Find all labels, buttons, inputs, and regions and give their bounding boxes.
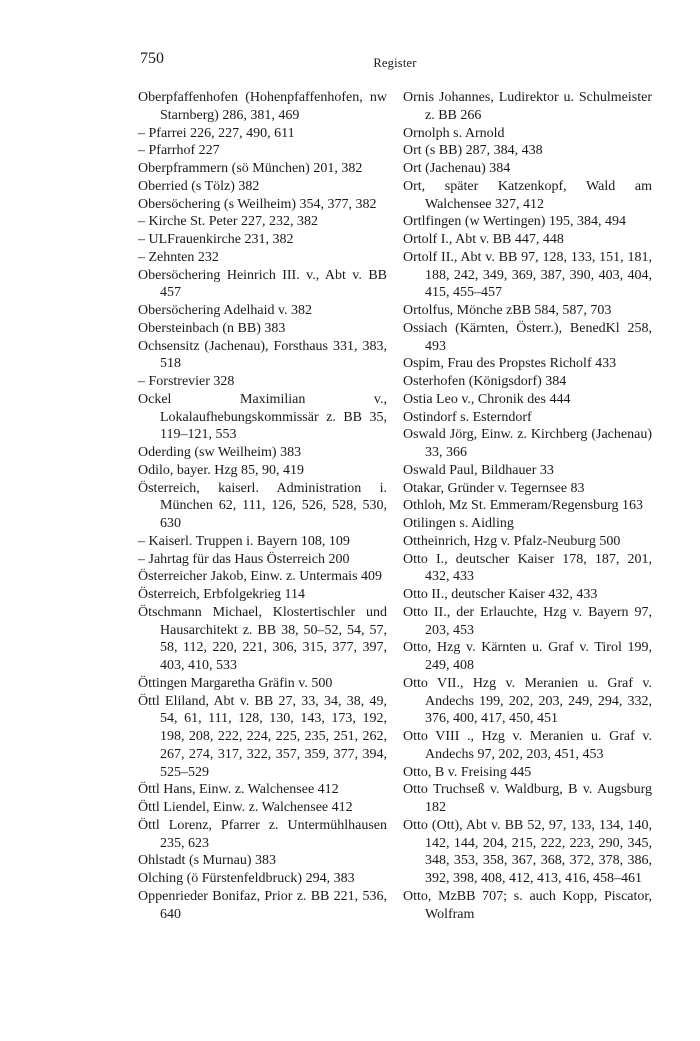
index-entry: Ort, später Katzenkopf, Wald am Walchensee 327, 412 [403, 178, 652, 212]
index-entry: Oswald Jörg, Einw. z. Kirchberg (Jachenau) 33, 366 [403, 427, 652, 460]
index-entry: Otto VIII ., Hzg v. Meranien u. Graf v. Andechs 97, 202, 203, 451, 453 [403, 729, 652, 762]
index-column-right [403, 89, 652, 923]
index-entry: Otto, Hzg v. Kärnten u. Graf v. Tirol 199, 249, 408 [403, 640, 652, 673]
index-entry: Otakar, Gründer v. Tegernsee 83 [403, 480, 585, 496]
index-entry: Oberried (s Tölz) 382 [138, 178, 260, 194]
index-entry: Öttl Hans, Einw. z. Walchensee 412 [138, 782, 339, 798]
index-entry: Ostindorf s. Esterndorf [403, 409, 532, 425]
index-entry: Ohlstadt (s Murnau) 383 [138, 853, 277, 869]
index-entry: Otto (Ott), Abt v. BB 52, 97, 133, 134, 140, 142, 144, 204, 215, 222, 223, 290, 345, 348, 353, 358, 367, 368, 372, 378, 386, 392, 398, 408, 412, 413, 416, 458–461 [403, 817, 652, 886]
index-column-left [138, 89, 387, 923]
index-entry: Otto II., der Erlauchte, Hzg v. Bayern 97, 203, 453 [403, 604, 652, 638]
index-entry: Oderding (sw Weilheim) 383 [138, 445, 302, 460]
index-entry: Obersöchering Heinrich III. v., Abt v. BB 457 [138, 267, 387, 301]
index-entry: Ort (s BB) 287, 384, 438 [403, 143, 543, 159]
index-entry: Ornolph s. Arnold [403, 125, 505, 141]
index-entry: Otto I., deutscher Kaiser 178, 187, 201, 432, 433 [403, 551, 652, 585]
index-entry: Otilingen s. Aidling [403, 516, 514, 531]
index-entry: Ort (Jachenau) 384 [403, 161, 511, 176]
index-entry: Otto II., deutscher Kaiser 432, 433 [403, 587, 598, 602]
index-entry: Obersöchering (s Weilheim) 354, 377, 382 [138, 196, 377, 212]
index-entry: Öttl Liendel, Einw. z. Walchensee 412 [138, 800, 353, 815]
index-entry: Oberpframmern (sö München) 201, 382 [138, 161, 363, 176]
index-entry: Ornis Johannes, Ludirektor u. Schulmeister z. BB 266 [403, 90, 652, 123]
index-entry: Öttl Lorenz, Pfarrer z. Untermühlhausen 235, 623 [138, 817, 387, 851]
index-entry: – Pfarrei 226, 227, 490, 611 [138, 125, 295, 141]
index-entry: – Pfarrhof 227 [138, 143, 220, 159]
index-entry: Odilo, bayer. Hzg 85, 90, 419 [138, 462, 305, 478]
index-entry: Otto, B v. Freising 445 [403, 764, 532, 780]
index-entry: Ospim, Frau des Propstes Richolf 433 [403, 356, 617, 372]
index-entry: Otto Truchseß v. Waldburg, B v. Augsburg 182 [403, 782, 652, 815]
index-entry: Österreich, Erbfolgekrieg 114 [138, 587, 306, 602]
index-entry: Othloh, Mz St. Emmeram/Regensburg 163 [403, 498, 644, 514]
index-entry: Ötschmann Michael, Klostertischler und Hausarchitekt z. BB 38, 50–52, 54, 57, 58, 112, 220, 221, 306, 315, 377, 397, 403, 410, 533 [138, 604, 387, 673]
index-entry: Otto, MzBB 707; s. auch Kopp, Piscator, Wolfram [403, 888, 652, 922]
index-entry: Ortolf II., Abt v. BB 97, 128, 133, 151, 181, 188, 242, 349, 369, 387, 390, 403, 404, 415, 455–457 [403, 249, 652, 301]
index-entry: Osterhofen (Königsdorf) 384 [403, 374, 567, 389]
index-entry: – Forstrevier 328 [138, 374, 235, 389]
index-entry: Österreicher Jakob, Einw. z. Untermais 409 [138, 569, 383, 585]
index-entry: – Jahrtag für das Haus Österreich 200 [138, 551, 350, 567]
index-entry: Öttl Eliland, Abt v. BB 27, 33, 34, 38, 49, 54, 61, 111, 128, 130, 143, 173, 192, 198, 208, 222, 224, 225, 235, 251, 262, 267, 274, 317, 322, 357, 359, 377, 394, 525–529 [138, 693, 387, 780]
index-entry: Ochsensitz (Jachenau), Forsthaus 331, 383, 518 [138, 338, 387, 372]
index-entry: Ortolfus, Mönche zBB 584, 587, 703 [403, 303, 612, 318]
index-entry: – Zehnten 232 [138, 249, 219, 265]
index-entry: Ortlfingen (w Wertingen) 195, 384, 494 [403, 214, 626, 230]
index-entry: – Kaiserl. Truppen i. Bayern 108, 109 [138, 533, 350, 549]
index-entry: – Kirche St. Peter 227, 232, 382 [138, 214, 319, 230]
index-entry: Olching (ö Fürstenfeldbruck) 294, 383 [138, 871, 355, 886]
index-entry: Ockel Maximilian v., Lokalaufhebungskommissär z. BB 35, 119–121, 553 [138, 391, 387, 443]
index-entry: Ottheinrich, Hzg v. Pfalz-Neuburg 500 [403, 533, 621, 549]
index-entry: Otto VII., Hzg v. Meranien u. Graf v. Andechs 199, 202, 203, 249, 294, 332, 376, 400, 417, 450, 451 [403, 675, 652, 727]
index-entry: Ortolf I., Abt v. BB 447, 448 [403, 232, 564, 247]
index-entry: Oswald Paul, Bildhauer 33 [403, 462, 554, 478]
index-entry: Öttingen Margaretha Gräfin v. 500 [138, 675, 333, 691]
page-number: 750 [140, 50, 164, 67]
running-head: Register [373, 56, 417, 70]
index-entry: Obersöchering Adelhaid v. 382 [138, 303, 313, 318]
index-entry: Oppenrieder Bonifaz, Prior z. BB 221, 536, 640 [138, 888, 387, 922]
index-entry: Ossiach (Kärnten, Österr.), BenedKl 258, 493 [403, 320, 652, 354]
index-entry: Österreich, kaiserl. Administration i. München 62, 111, 126, 526, 528, 530, 630 [138, 480, 387, 531]
index-entry: – ULFrauenkirche 231, 382 [138, 232, 294, 247]
index-entry: Oberpfaffenhofen (Hohenpfaffenhofen, nw Starnberg) 286, 381, 469 [138, 90, 387, 123]
index-entry: Ostia Leo v., Chronik des 444 [403, 391, 571, 407]
index-entry: Obersteinbach (n BB) 383 [138, 320, 286, 336]
